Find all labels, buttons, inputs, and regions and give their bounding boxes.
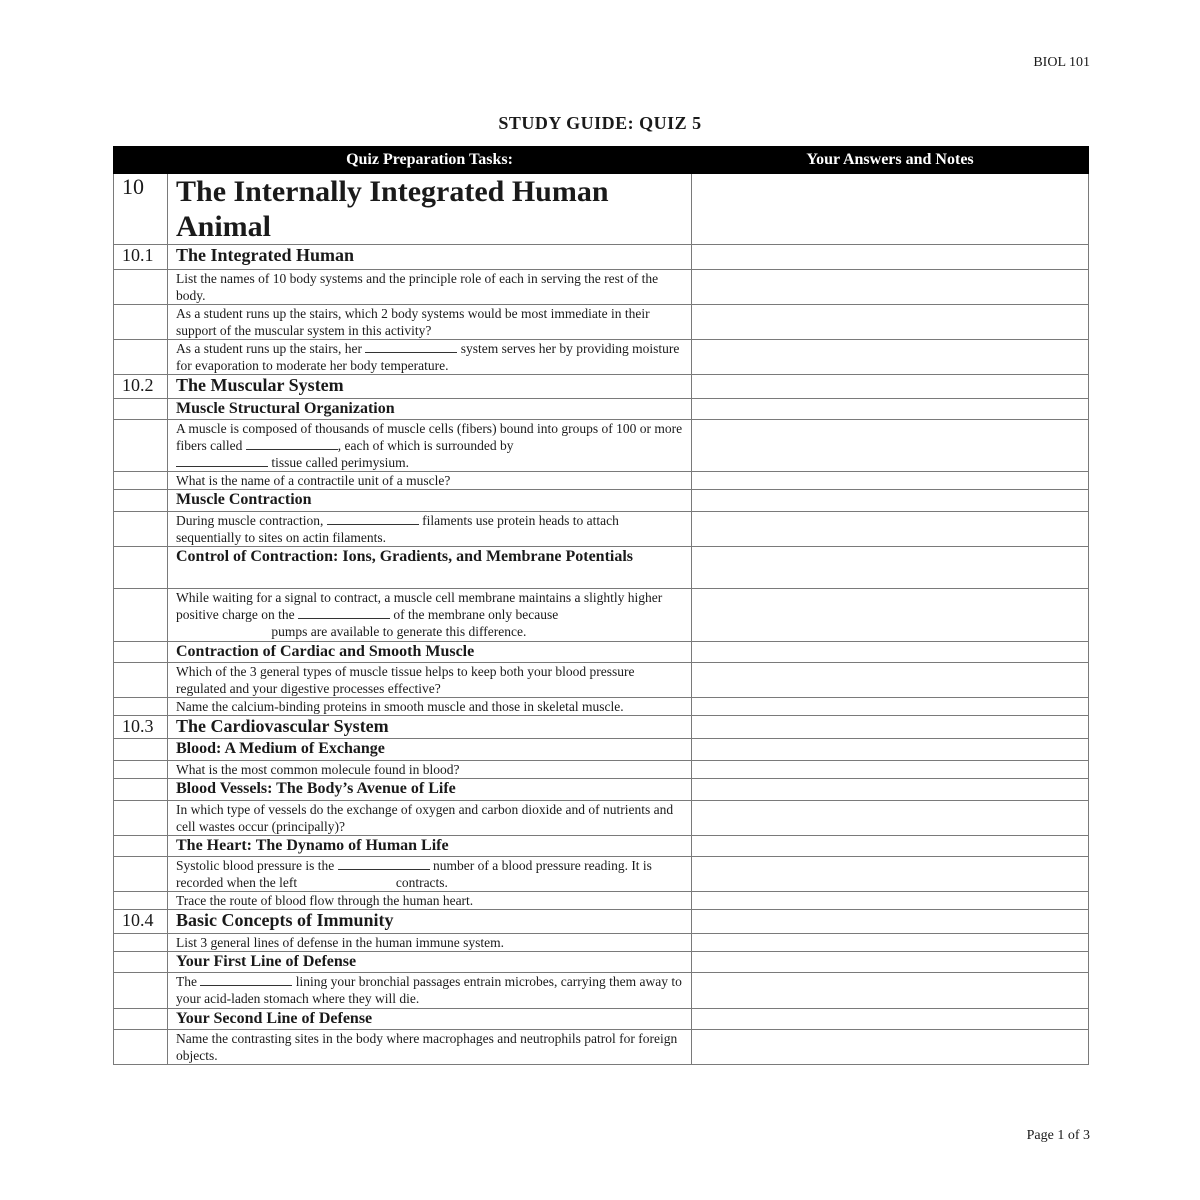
fill-in-blank[interactable] [176,624,268,636]
subsection-row [114,779,1089,801]
task-row [114,801,1089,836]
answer-cell[interactable] [692,547,1089,589]
task-text: As a student runs up the stairs, her system serves her by providing moisture for evaporation to moderate her body temperature. [168,340,692,375]
task-row [114,305,1089,340]
task-text: In which type of vessels do the exchange of oxygen and carbon dioxide and of nutrients and cell wastes occur (principally)? [168,801,692,836]
subsection-row [114,836,1089,857]
answer-cell[interactable] [692,1030,1089,1065]
fill-in-blank[interactable] [327,512,419,525]
subsection-title: Blood Vessels: The Body’s Avenue of Life [168,779,692,801]
task-text: Name the calcium-binding proteins in smooth muscle and those in skeletal muscle. [168,698,692,716]
answer-cell[interactable] [692,716,1089,739]
answer-cell[interactable] [692,857,1089,892]
task-text: List 3 general lines of defense in the human immune system. [168,934,692,952]
chapter-number: 10 [114,174,168,245]
answer-cell[interactable] [692,472,1089,490]
task-row [114,472,1089,490]
chapter-title: The Internally Integrated Human Animal [168,174,692,245]
fill-in-blank[interactable] [298,606,390,619]
task-row [114,857,1089,892]
subsection-title: Muscle Contraction [168,490,692,512]
fill-in-blank[interactable] [338,857,430,870]
section-number: 10.4 [114,910,168,934]
subsection-title: Your Second Line of Defense [168,1009,692,1030]
section-number: 10.3 [114,716,168,739]
section-row [114,245,1089,270]
task-row [114,698,1089,716]
answer-cell[interactable] [692,270,1089,305]
subsection-row [114,547,1089,589]
fill-in-blank[interactable] [365,340,457,353]
task-text: As a student runs up the stairs, which 2 body systems would be most immediate in their support of the muscular system in this activity? [168,305,692,340]
task-row [114,761,1089,779]
task-row [114,420,1089,472]
subsection-title: Blood: A Medium of Exchange [168,739,692,761]
page-number: Page 1 of 3 [1026,1128,1090,1143]
task-text: During muscle contraction, filaments use protein heads to attach sequentially to sites on actin filaments. [168,512,692,547]
answer-cell[interactable] [692,779,1089,801]
answer-cell[interactable] [692,1009,1089,1030]
answer-cell[interactable] [692,973,1089,1009]
answer-cell[interactable] [692,910,1089,934]
answer-cell[interactable] [692,642,1089,663]
subsection-title: Control of Contraction: Ions, Gradients, and Membrane Potentials [168,547,692,589]
subsection-row [114,490,1089,512]
task-text: The lining your bronchial passages entrain microbes, carrying them away to your acid-laden stomach where they will die. [168,973,692,1009]
task-text: While waiting for a signal to contract, a muscle cell membrane maintains a slightly higher positive charge on the of the membrane only because pumps are available to generate this difference. [168,589,692,642]
task-text: List the names of 10 body systems and the principle role of each in serving the rest of the body. [168,270,692,305]
subsection-row [114,739,1089,761]
task-row [114,512,1089,547]
task-row [114,934,1089,952]
answer-cell[interactable] [692,934,1089,952]
answer-cell[interactable] [692,952,1089,973]
subsection-row [114,399,1089,420]
task-text: Systolic blood pressure is the number of a blood pressure reading. It is recorded when the left contracts. [168,857,692,892]
section-title: The Cardiovascular System [168,716,692,739]
answer-cell[interactable] [692,490,1089,512]
page-title: STUDY GUIDE: QUIZ 5 [498,113,702,133]
section-title: Basic Concepts of Immunity [168,910,692,934]
answer-cell[interactable] [692,836,1089,857]
subsection-row [114,952,1089,973]
section-row [114,375,1089,399]
subsection-title: The Heart: The Dynamo of Human Life [168,836,692,857]
section-title: The Muscular System [168,375,692,399]
task-row [114,340,1089,375]
answer-cell[interactable] [692,420,1089,472]
task-row [114,589,1089,642]
chapter-row [114,174,1089,245]
answer-cell[interactable] [692,663,1089,698]
fill-in-blank[interactable] [300,875,392,887]
section-number: 10.2 [114,375,168,399]
subsection-title: Your First Line of Defense [168,952,692,973]
task-row [114,892,1089,910]
study-guide-table [113,146,1089,1065]
task-text: A muscle is composed of thousands of muscle cells (fibers) bound into groups of 100 or more fibers called , each of which is surrounded by tissue called perimysium. [168,420,692,472]
answer-cell[interactable] [692,174,1089,245]
task-row [114,1030,1089,1065]
answer-cell[interactable] [692,589,1089,642]
task-text: What is the name of a contractile unit of a muscle? [168,472,692,490]
tasks-column-header: Quiz Preparation Tasks: [168,147,692,174]
answer-cell[interactable] [692,305,1089,340]
number-column-header [114,147,168,174]
answer-cell[interactable] [692,340,1089,375]
section-row [114,910,1089,934]
section-row [114,716,1089,739]
answer-cell[interactable] [692,512,1089,547]
fill-in-blank[interactable] [176,454,268,467]
subsection-row [114,1009,1089,1030]
task-row [114,270,1089,305]
answer-cell[interactable] [692,375,1089,399]
task-row [114,663,1089,698]
task-row [114,973,1089,1009]
task-text: Trace the route of blood flow through the human heart. [168,892,692,910]
fill-in-blank[interactable] [200,973,292,986]
answer-cell[interactable] [692,801,1089,836]
fill-in-blank[interactable] [246,437,338,450]
answer-cell[interactable] [692,739,1089,761]
section-title: The Integrated Human [168,245,692,270]
answer-cell[interactable] [692,761,1089,779]
task-text: Which of the 3 general types of muscle tissue helps to keep both your blood pressure regulated and your digestive processes effective? [168,663,692,698]
table-header-row [114,147,1089,174]
subsection-row [114,642,1089,663]
course-code: BIOL 101 [1033,55,1090,70]
task-text: Name the contrasting sites in the body where macrophages and neutrophils patrol for foreign objects. [168,1030,692,1065]
answer-cell[interactable] [692,698,1089,716]
answer-cell[interactable] [692,892,1089,910]
task-text: What is the most common molecule found in blood? [168,761,692,779]
answer-cell[interactable] [692,399,1089,420]
answer-cell[interactable] [692,245,1089,270]
subsection-title: Muscle Structural Organization [168,399,692,420]
subsection-title: Contraction of Cardiac and Smooth Muscle [168,642,692,663]
section-number: 10.1 [114,245,168,270]
answers-column-header: Your Answers and Notes [692,147,1089,174]
